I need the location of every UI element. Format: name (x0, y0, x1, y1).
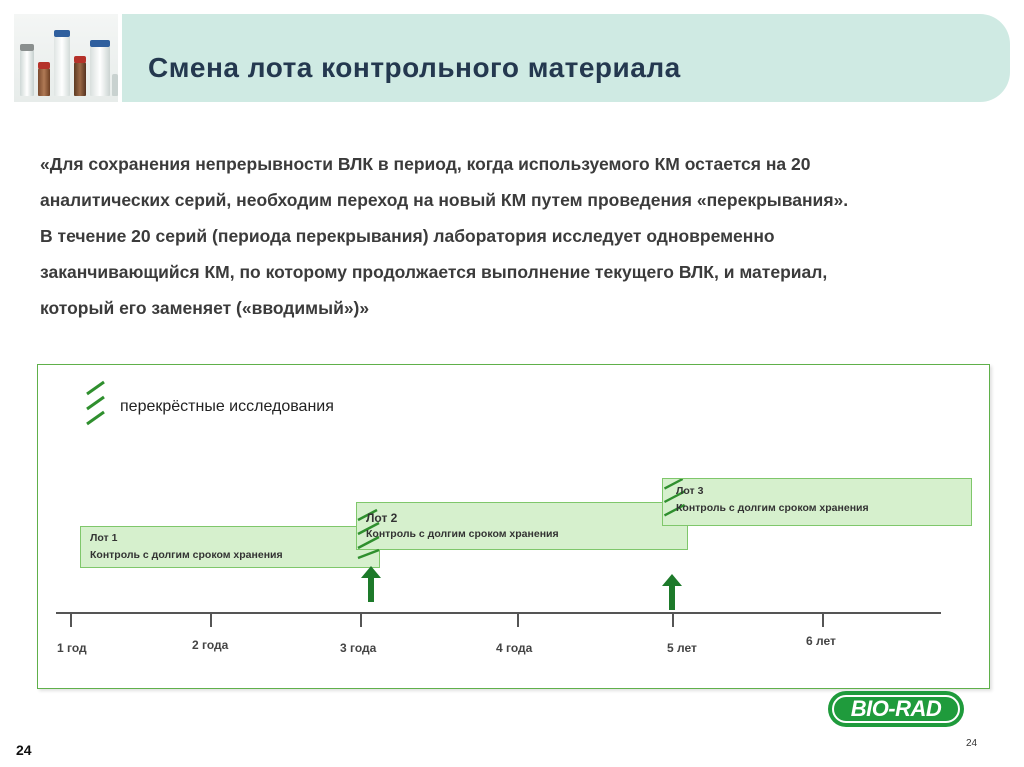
slide-title: Смена лота контрольного материала (148, 52, 681, 83)
hatch-icon (84, 380, 110, 426)
bio-rad-logo (828, 691, 964, 727)
quote-line: аналитических серий, необходим переход на новый КМ путем проведения «перекрывания». (40, 190, 849, 210)
axis-tick-label: 5 лет (667, 641, 697, 655)
lot-3-desc: Контроль с долгим сроком хранения (676, 502, 869, 514)
axis-tick (70, 613, 72, 627)
lot-1-desc: Контроль с долгим сроком хранения (90, 549, 283, 561)
axis-tick-label: 1 год (57, 641, 87, 655)
lot-1-title: Лот 1 (90, 532, 118, 544)
logo-text: BIO-RAD (850, 696, 942, 721)
lot-2-desc: Контроль с долгим сроком хранения (366, 528, 559, 540)
quote-block (40, 146, 970, 326)
header-photo (14, 14, 118, 102)
axis-tick (672, 613, 674, 627)
axis-tick (210, 613, 212, 627)
legend-label: перекрёстные исследования (120, 398, 334, 415)
lot-1-bar (80, 526, 380, 568)
quote-line: «Для сохранения непрерывности ВЛК в период, когда используемого КМ остается на 20 (40, 154, 811, 174)
axis-tick (360, 613, 362, 627)
lot-2-bar (356, 502, 688, 550)
axis-tick (822, 613, 824, 627)
quote-line: который его заменяет («вводимый»)» (40, 298, 370, 318)
lot-2-title: Лот 2 (366, 511, 398, 525)
axis-tick-label: 3 года (340, 641, 377, 655)
quote-line: заканчивающийся КМ, по которому продолжается выполнение текущего ВЛК, и материал, (40, 262, 828, 282)
axis-tick-label: 4 года (496, 641, 533, 655)
axis-tick-label: 6 лет (806, 634, 836, 648)
lot-3-title: Лот 3 (676, 485, 704, 497)
slide-number: 24 (966, 738, 978, 749)
quote-line: В течение 20 серий (периода перекрывания) лаборатория исследует одновременно (40, 226, 775, 246)
timeline-axis (56, 612, 941, 614)
axis-tick-label: 2 года (192, 638, 229, 652)
up-arrow-icon (661, 574, 683, 610)
axis-tick (517, 613, 519, 627)
page-number: 24 (16, 742, 32, 758)
up-arrow-icon (360, 566, 382, 602)
